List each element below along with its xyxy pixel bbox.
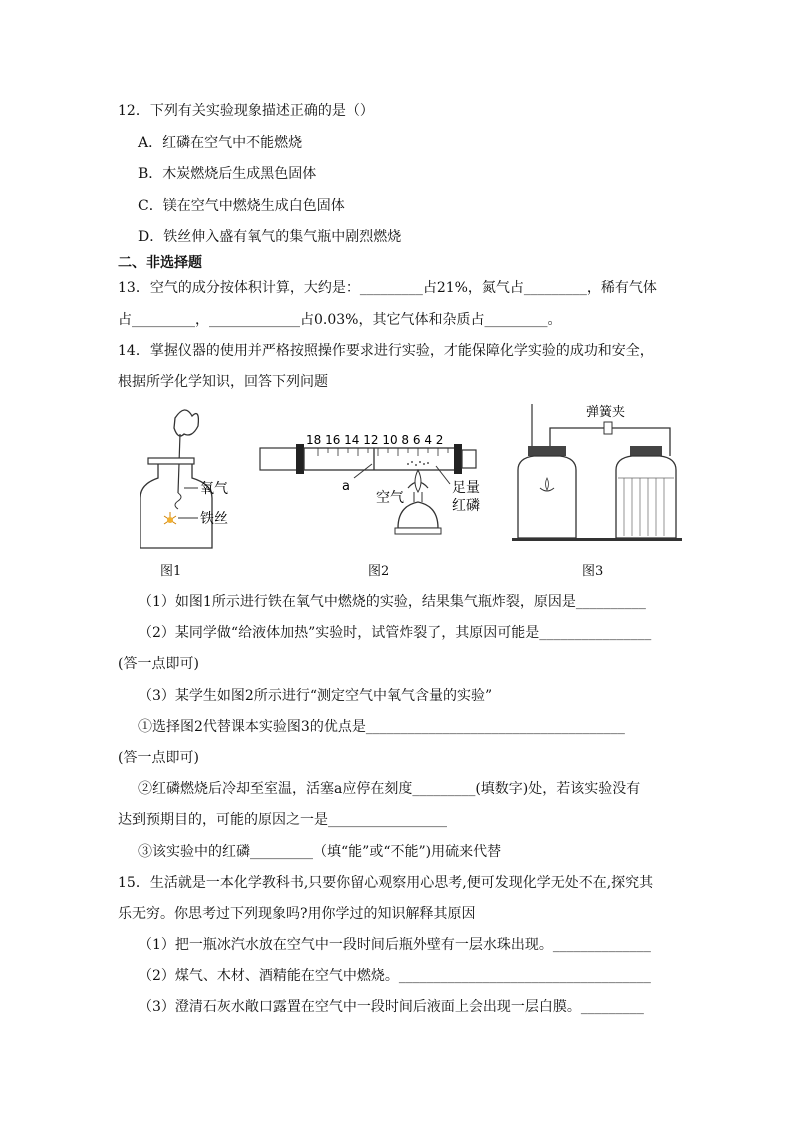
figure3-bottle-apparatus	[512, 398, 692, 558]
q12-option-b: B．木炭燃烧后生成黑色固体	[138, 166, 317, 182]
fig2-label-air: 空气	[376, 490, 404, 506]
fig2-label-a: a	[342, 479, 350, 494]
q13-line1: 13．空气的成分按体积计算，大约是：_________占21%，氮气占_________，稀有气体	[118, 280, 657, 296]
q12-option-d: D．铁丝伸入盛有氧气的集气瓶中剧烈燃烧	[138, 229, 402, 245]
fig1-label-iron: 铁丝	[200, 511, 228, 527]
q13-line2: 占_________，_____________占0.03%，其它气体和杂质占_________。	[118, 312, 562, 328]
q14-sub1: （1）如图1所示进行铁在氧气中燃烧的实验，结果集气瓶炸裂，原因是__________	[138, 594, 646, 610]
figure3-caption: 图3	[582, 564, 604, 579]
q15-s1: （1）把一瓶冰汽水放在空气中一段时间后瓶外壁有一层水珠出现。______________	[138, 937, 651, 953]
figures-row	[140, 398, 700, 578]
q14-c2-line1: ②红磷燃烧后冷却至室温，活塞a应停在刻度_________(填数字)处，若该实验没有	[138, 781, 641, 797]
q14-sub3: （3）某学生如图2所示进行“测定空气中氧气含量的实验”	[138, 688, 493, 704]
q15-line1: 15．生活就是一本化学教科书,只要你留心观察用心思考,便可发现化学无处不在,探究其	[118, 875, 654, 891]
fig1-label-oxygen: 氧气	[200, 481, 228, 497]
figure2-caption: 图2	[368, 564, 390, 579]
q14-line2: 根据所学化学知识，回答下列问题	[118, 374, 328, 390]
q14-c3: ③该实验中的红磷_________（填“能”或“不能”)用硫来代替	[138, 844, 502, 860]
q15-line2: 乐无穷。你思考过下列现象吗?用你学过的知识解释其原因	[118, 906, 476, 922]
fig2-label-phosphorus-1: 足量	[452, 480, 480, 496]
figure1-caption: 图1	[160, 564, 182, 579]
figure2-syringe-apparatus	[258, 398, 488, 558]
q14-c1-note: (答一点即可)	[118, 750, 199, 766]
fig2-scale: 18 16 14 12 10 8 6 4 2	[306, 433, 444, 447]
q15-s2: （2）煤气、木材、酒精能在空气中燃烧。____________________________________	[138, 968, 651, 984]
q14-sub2-note: (答一点即可)	[118, 656, 199, 672]
section-title: 二、非选择题	[118, 255, 202, 271]
q15-s3: （3）澄清石灰水敞口露置在空气中一段时间后液面上会出现一层白膜。_________	[138, 999, 644, 1015]
q12-option-a: A．红磷在空气中不能燃烧	[138, 135, 303, 151]
fig2-label-phosphorus-2: 红磷	[452, 498, 480, 514]
figure1-iron-burning	[140, 398, 260, 558]
fig3-label-clip: 弹簧夹	[586, 405, 626, 420]
q12-option-c: C．镁在空气中燃烧生成白色固体	[138, 198, 345, 214]
q14-line1: 14．掌握仪器的使用并严格按照操作要求进行实验，才能保障化学实验的成功和安全，	[118, 343, 654, 359]
q14-c1: ①选择图2代替课本实验图3的优点是_____________________________________	[138, 719, 625, 735]
q14-c2-line2: 达到预期目的，可能的原因之一是_________________	[118, 812, 447, 828]
q12-stem: 12．下列有关实验现象描述正确的是（）	[118, 103, 374, 119]
q14-sub2: （2）某同学做“给液体加热”实验时，试管炸裂了，其原因可能是________________	[138, 625, 652, 641]
